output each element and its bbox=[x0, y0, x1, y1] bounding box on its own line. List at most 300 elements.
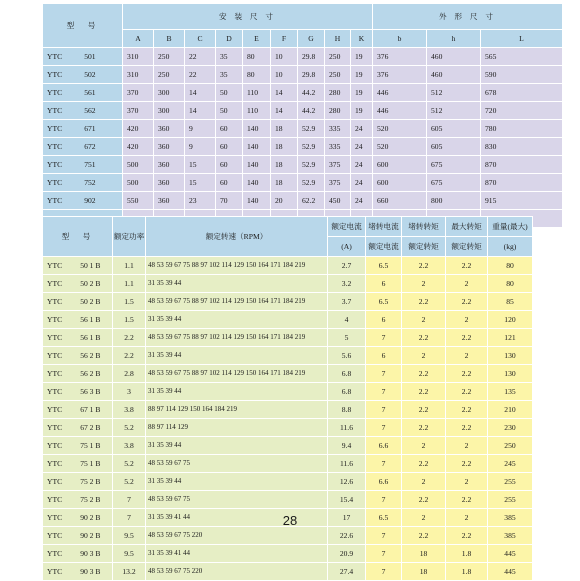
dimension-cell: 24 bbox=[351, 120, 373, 138]
rated-speed-cell: 48 53 59 67 75 88 97 102 114 129 150 164 171 184 219 bbox=[146, 365, 328, 383]
table-row bbox=[43, 102, 563, 120]
rated-current-cell: 9.4 bbox=[328, 437, 366, 455]
dimension-cell: 565 bbox=[481, 48, 563, 66]
model-cell bbox=[43, 365, 113, 383]
dimension-cell: 52.9 bbox=[298, 120, 325, 138]
dimension-cell: 10 bbox=[271, 48, 298, 66]
dimension-cell: 23 bbox=[185, 192, 216, 210]
rated-power-cell: 3 bbox=[113, 383, 146, 401]
weight-cell: 245 bbox=[488, 455, 533, 473]
dimension-cell: 520 bbox=[373, 138, 427, 156]
stall-torque-header: 堵转转矩 bbox=[402, 217, 446, 237]
stall-torque-subheader: 额定转矩 bbox=[402, 237, 446, 257]
dimension-cell: 605 bbox=[427, 138, 481, 156]
model-size: 90 3 B bbox=[80, 548, 101, 558]
page-number: 28 bbox=[282, 513, 298, 528]
stall-torque-ratio-cell: 2.2 bbox=[402, 329, 446, 347]
weight-cell: 80 bbox=[488, 257, 533, 275]
model-size: 502 bbox=[84, 69, 96, 79]
model-size: 56 2 B bbox=[80, 368, 101, 378]
model-size: 50 2 B bbox=[80, 296, 101, 306]
weight-cell: 85 bbox=[488, 293, 533, 311]
rated-current-cell: 4 bbox=[328, 311, 366, 329]
dimension-cell: 512 bbox=[427, 84, 481, 102]
model-size: 501 bbox=[84, 51, 96, 61]
table-row bbox=[43, 257, 533, 275]
table-row bbox=[43, 275, 533, 293]
rated-power-cell: 1.1 bbox=[113, 257, 146, 275]
table-row bbox=[43, 192, 563, 210]
dimension-cell: 19 bbox=[351, 66, 373, 84]
install-col-header: E bbox=[243, 30, 271, 48]
max-torque-ratio-cell: 2.2 bbox=[446, 401, 488, 419]
model-cell bbox=[43, 192, 123, 210]
dimension-cell: 830 bbox=[481, 138, 563, 156]
stall-torque-ratio-cell: 2 bbox=[402, 437, 446, 455]
model-prefix: YTC bbox=[47, 422, 63, 432]
table-row bbox=[43, 311, 533, 329]
dimension-cell: 420 bbox=[123, 120, 154, 138]
dimension-cell: 280 bbox=[325, 84, 351, 102]
weight-cell: 230 bbox=[488, 419, 533, 437]
dimension-cell: 250 bbox=[154, 66, 185, 84]
weight-cell: 80 bbox=[488, 275, 533, 293]
dimension-cell: 22 bbox=[185, 48, 216, 66]
rated-power-cell: 5.2 bbox=[113, 455, 146, 473]
stall-current-subheader: 额定电流 bbox=[366, 237, 402, 257]
table-row bbox=[43, 491, 533, 509]
dimension-cell: 140 bbox=[243, 138, 271, 156]
rated-speed-cell: 31 35 39 44 bbox=[146, 437, 328, 455]
model-cell bbox=[43, 311, 113, 329]
model-prefix: YTC bbox=[47, 87, 63, 97]
install-col-header: A bbox=[123, 30, 154, 48]
rated-current-cell: 3.7 bbox=[328, 293, 366, 311]
max-torque-ratio-cell: 2.2 bbox=[446, 491, 488, 509]
dimension-cell: 14 bbox=[271, 102, 298, 120]
table-row bbox=[43, 120, 563, 138]
dimension-cell: 44.2 bbox=[298, 102, 325, 120]
weight-unit: (kg) bbox=[488, 237, 533, 257]
dimension-cell: 18 bbox=[271, 120, 298, 138]
model-prefix: YTC bbox=[47, 512, 63, 522]
dimension-cell: 29.8 bbox=[298, 66, 325, 84]
install-col-header: H bbox=[325, 30, 351, 48]
model-size: 50 1 B bbox=[80, 260, 101, 270]
dimension-cell: 310 bbox=[123, 48, 154, 66]
table-row bbox=[43, 455, 533, 473]
rated-current-unit: (A) bbox=[328, 237, 366, 257]
stall-current-ratio-cell: 6.6 bbox=[366, 437, 402, 455]
dimension-cell: 300 bbox=[154, 84, 185, 102]
outline-col-header: b bbox=[373, 30, 427, 48]
rated-current-cell: 8.8 bbox=[328, 401, 366, 419]
table-row bbox=[43, 84, 563, 102]
rated-power-cell: 5.2 bbox=[113, 473, 146, 491]
rated-power-cell: 3.8 bbox=[113, 401, 146, 419]
dimension-cell: 370 bbox=[123, 102, 154, 120]
dimension-cell: 140 bbox=[243, 156, 271, 174]
rated-speed-cell: 31 35 39 44 bbox=[146, 383, 328, 401]
stall-torque-ratio-cell: 2.2 bbox=[402, 455, 446, 473]
model-size: 56 3 B bbox=[80, 386, 101, 396]
rated-speed-cell: 31 35 39 41 44 bbox=[146, 509, 328, 527]
rated-speed-cell: 31 35 39 44 bbox=[146, 473, 328, 491]
model-cell bbox=[43, 545, 113, 563]
rated-current-cell: 12.6 bbox=[328, 473, 366, 491]
model-size: 56 1 B bbox=[80, 332, 101, 342]
install-col-header: D bbox=[216, 30, 243, 48]
model-prefix: YTC bbox=[47, 195, 63, 205]
stall-current-ratio-cell: 6 bbox=[366, 275, 402, 293]
table-row bbox=[43, 48, 563, 66]
dimension-cell: 9 bbox=[185, 120, 216, 138]
outline-dims-header: 外 形 尺 寸 bbox=[373, 4, 563, 30]
dimension-cell: 360 bbox=[154, 120, 185, 138]
dimension-cell: 24 bbox=[351, 174, 373, 192]
dimension-cell: 335 bbox=[325, 138, 351, 156]
rated-current-cell: 11.6 bbox=[328, 455, 366, 473]
rated-speed-cell: 31 35 39 44 bbox=[146, 347, 328, 365]
rated-current-cell: 5 bbox=[328, 329, 366, 347]
dimension-cell: 19 bbox=[351, 48, 373, 66]
dimension-cell: 360 bbox=[154, 174, 185, 192]
table-row bbox=[43, 329, 533, 347]
stall-current-ratio-cell: 6 bbox=[366, 347, 402, 365]
dimension-cell: 60 bbox=[216, 138, 243, 156]
dimension-cell: 15 bbox=[185, 174, 216, 192]
stall-torque-ratio-cell: 2.2 bbox=[402, 383, 446, 401]
stall-torque-ratio-cell: 2.2 bbox=[402, 401, 446, 419]
dimension-cell: 52.9 bbox=[298, 138, 325, 156]
table-row bbox=[43, 401, 533, 419]
max-torque-subheader: 额定转矩 bbox=[446, 237, 488, 257]
rated-speed-cell: 48 53 59 67 75 88 97 102 114 129 150 164 171 184 219 bbox=[146, 293, 328, 311]
model-prefix: YTC bbox=[47, 314, 63, 324]
max-torque-ratio-cell: 2.2 bbox=[446, 365, 488, 383]
rated-power-cell: 1.5 bbox=[113, 311, 146, 329]
installation-dimensions-table bbox=[42, 3, 563, 228]
max-torque-ratio-cell: 2.2 bbox=[446, 455, 488, 473]
max-torque-ratio-cell: 2 bbox=[446, 275, 488, 293]
dimension-cell: 360 bbox=[154, 192, 185, 210]
stall-current-ratio-cell: 7 bbox=[366, 545, 402, 563]
rated-power-cell: 7 bbox=[113, 509, 146, 527]
dimension-cell: 110 bbox=[243, 102, 271, 120]
stall-current-ratio-cell: 7 bbox=[366, 527, 402, 545]
model-size: 67 1 B bbox=[80, 404, 101, 414]
rated-power-cell: 2.2 bbox=[113, 347, 146, 365]
dimension-cell: 450 bbox=[325, 192, 351, 210]
dimension-cell: 29.8 bbox=[298, 48, 325, 66]
dimension-cell: 24 bbox=[351, 138, 373, 156]
rated-power-cell: 1.5 bbox=[113, 293, 146, 311]
dimension-cell: 18 bbox=[271, 174, 298, 192]
table-row bbox=[43, 473, 533, 491]
stall-current-ratio-cell: 6.5 bbox=[366, 257, 402, 275]
dimension-cell: 60 bbox=[216, 120, 243, 138]
model-prefix: YTC bbox=[47, 476, 63, 486]
dimension-cell: 110 bbox=[243, 84, 271, 102]
model-prefix: YTC bbox=[47, 296, 63, 306]
model-size: 75 1 B bbox=[80, 440, 101, 450]
rated-speed-cell: 31 35 39 41 44 bbox=[146, 545, 328, 563]
dimension-cell: 10 bbox=[271, 66, 298, 84]
table-row bbox=[43, 527, 533, 545]
dimension-cell: 250 bbox=[325, 66, 351, 84]
table-row bbox=[43, 437, 533, 455]
outline-col-header: L bbox=[481, 30, 563, 48]
rated-speed-cell: 48 53 59 67 75 220 bbox=[146, 527, 328, 545]
dimension-cell: 14 bbox=[185, 84, 216, 102]
rated-current-cell: 3.2 bbox=[328, 275, 366, 293]
dimension-cell: 360 bbox=[154, 138, 185, 156]
rated-current-cell: 6.8 bbox=[328, 383, 366, 401]
table-row bbox=[43, 174, 563, 192]
dimension-cell: 52.9 bbox=[298, 174, 325, 192]
stall-current-ratio-cell: 7 bbox=[366, 419, 402, 437]
max-torque-ratio-cell: 2 bbox=[446, 311, 488, 329]
model-size: 671 bbox=[84, 123, 96, 133]
rated-current-cell: 6.8 bbox=[328, 365, 366, 383]
dimension-cell: 675 bbox=[427, 174, 481, 192]
dimension-cell: 550 bbox=[123, 192, 154, 210]
model-cell bbox=[43, 563, 113, 581]
dimension-cell: 335 bbox=[325, 120, 351, 138]
dimension-cell: 18 bbox=[271, 156, 298, 174]
stall-torque-ratio-cell: 18 bbox=[402, 545, 446, 563]
max-torque-ratio-cell: 1.8 bbox=[446, 545, 488, 563]
model-cell bbox=[43, 527, 113, 545]
dimension-cell: 140 bbox=[243, 120, 271, 138]
model-cell bbox=[43, 473, 113, 491]
rated-speed-cell: 88 97 114 129 bbox=[146, 419, 328, 437]
model-prefix: YTC bbox=[47, 105, 63, 115]
dimension-cell: 376 bbox=[373, 66, 427, 84]
rated-current-cell: 2.7 bbox=[328, 257, 366, 275]
stall-current-ratio-cell: 7 bbox=[366, 401, 402, 419]
dimension-cell: 44.2 bbox=[298, 84, 325, 102]
model-size: 56 1 B bbox=[80, 314, 101, 324]
dimension-cell: 52.9 bbox=[298, 156, 325, 174]
model-cell bbox=[43, 156, 123, 174]
model-size: 56 2 B bbox=[80, 350, 101, 360]
dimension-cell: 780 bbox=[481, 120, 563, 138]
dimension-cell: 140 bbox=[243, 174, 271, 192]
weight-cell: 385 bbox=[488, 509, 533, 527]
dimension-cell: 720 bbox=[481, 102, 563, 120]
dimension-cell: 22 bbox=[185, 66, 216, 84]
weight-cell: 255 bbox=[488, 473, 533, 491]
max-torque-ratio-cell: 2.2 bbox=[446, 527, 488, 545]
max-torque-ratio-cell: 2.2 bbox=[446, 329, 488, 347]
rated-current-cell: 15.4 bbox=[328, 491, 366, 509]
stall-current-ratio-cell: 7 bbox=[366, 329, 402, 347]
dimension-cell: 14 bbox=[271, 84, 298, 102]
dimension-cell: 360 bbox=[154, 156, 185, 174]
rated-power-header: 额定功率 bbox=[113, 217, 146, 257]
rated-speed-cell: 48 53 59 67 75 bbox=[146, 491, 328, 509]
dimension-cell: 660 bbox=[373, 192, 427, 210]
model-prefix: YTC bbox=[47, 51, 63, 61]
dimension-cell: 915 bbox=[481, 192, 563, 210]
max-torque-ratio-cell: 1.8 bbox=[446, 563, 488, 581]
model-cell bbox=[43, 437, 113, 455]
weight-header: 重量(最大) bbox=[488, 217, 533, 237]
rated-current-cell: 22.6 bbox=[328, 527, 366, 545]
dimension-cell: 18 bbox=[271, 138, 298, 156]
stall-torque-ratio-cell: 2.2 bbox=[402, 257, 446, 275]
dimension-cell: 9 bbox=[185, 138, 216, 156]
dimension-cell: 80 bbox=[243, 66, 271, 84]
dimension-cell: 870 bbox=[481, 156, 563, 174]
rated-current-cell: 11.6 bbox=[328, 419, 366, 437]
dimension-cell: 62.2 bbox=[298, 192, 325, 210]
dimension-cell: 14 bbox=[185, 102, 216, 120]
dimension-cell: 376 bbox=[373, 48, 427, 66]
stall-torque-ratio-cell: 2.2 bbox=[402, 293, 446, 311]
dimension-cell: 605 bbox=[427, 120, 481, 138]
model-header: 型 号 bbox=[43, 4, 123, 48]
rated-current-cell: 17 bbox=[328, 509, 366, 527]
rated-power-cell: 5.2 bbox=[113, 419, 146, 437]
rated-power-cell: 2.8 bbox=[113, 365, 146, 383]
model-prefix: YTC bbox=[47, 458, 63, 468]
rated-speed-cell: 88 97 114 129 150 164 184 219 bbox=[146, 401, 328, 419]
model-cell bbox=[43, 66, 123, 84]
model-size: 50 2 B bbox=[80, 278, 101, 288]
max-torque-ratio-cell: 2.2 bbox=[446, 257, 488, 275]
model-prefix: YTC bbox=[47, 260, 63, 270]
rated-speed-header: 额定转速（RPM） bbox=[146, 217, 328, 257]
install-col-header: F bbox=[271, 30, 298, 48]
table-row bbox=[43, 156, 563, 174]
dimension-cell: 375 bbox=[325, 156, 351, 174]
dimension-cell: 300 bbox=[154, 102, 185, 120]
model-prefix: YTC bbox=[47, 566, 63, 576]
stall-current-ratio-cell: 7 bbox=[366, 383, 402, 401]
stall-current-header: 堵转电流 bbox=[366, 217, 402, 237]
max-torque-ratio-cell: 2 bbox=[446, 437, 488, 455]
dimension-cell: 35 bbox=[216, 48, 243, 66]
model-size: 902 bbox=[84, 195, 96, 205]
stall-current-ratio-cell: 6 bbox=[366, 311, 402, 329]
model-prefix: YTC bbox=[47, 177, 63, 187]
stall-torque-ratio-cell: 18 bbox=[402, 563, 446, 581]
model-size: 75 2 B bbox=[80, 494, 101, 504]
dimension-cell: 600 bbox=[373, 156, 427, 174]
table-row bbox=[43, 138, 563, 156]
install-col-header: K bbox=[351, 30, 373, 48]
model-prefix: YTC bbox=[47, 530, 63, 540]
model-prefix: YTC bbox=[47, 159, 63, 169]
model-size: 90 3 B bbox=[80, 566, 101, 576]
dimension-cell: 446 bbox=[373, 102, 427, 120]
outline-col-header: h bbox=[427, 30, 481, 48]
rated-power-cell: 9.5 bbox=[113, 545, 146, 563]
stall-current-ratio-cell: 7 bbox=[366, 455, 402, 473]
dimension-cell: 60 bbox=[216, 174, 243, 192]
rated-speed-cell: 48 53 59 67 75 bbox=[146, 455, 328, 473]
table-row bbox=[43, 545, 533, 563]
weight-cell: 135 bbox=[488, 383, 533, 401]
model-cell bbox=[43, 419, 113, 437]
model-cell bbox=[43, 401, 113, 419]
model-cell bbox=[43, 455, 113, 473]
dimension-cell: 460 bbox=[427, 48, 481, 66]
max-torque-ratio-cell: 2.2 bbox=[446, 293, 488, 311]
model-cell bbox=[43, 293, 113, 311]
rated-current-header: 额定电流 bbox=[328, 217, 366, 237]
max-torque-ratio-cell: 2.2 bbox=[446, 419, 488, 437]
table-row bbox=[43, 347, 533, 365]
model-size: 75 2 B bbox=[80, 476, 101, 486]
install-col-header: B bbox=[154, 30, 185, 48]
dimension-cell: 520 bbox=[373, 120, 427, 138]
weight-cell: 250 bbox=[488, 437, 533, 455]
dimension-cell: 678 bbox=[481, 84, 563, 102]
rated-current-cell: 20.9 bbox=[328, 545, 366, 563]
dimension-cell: 600 bbox=[373, 174, 427, 192]
spec-model-header: 型 号 bbox=[43, 217, 113, 257]
stall-current-ratio-cell: 6.5 bbox=[366, 509, 402, 527]
model-prefix: YTC bbox=[47, 350, 63, 360]
table-row bbox=[43, 365, 533, 383]
model-cell bbox=[43, 138, 123, 156]
weight-cell: 210 bbox=[488, 401, 533, 419]
max-torque-ratio-cell: 2 bbox=[446, 509, 488, 527]
dimension-cell: 250 bbox=[325, 48, 351, 66]
rated-power-cell: 7 bbox=[113, 491, 146, 509]
stall-current-ratio-cell: 7 bbox=[366, 491, 402, 509]
dimension-cell: 80 bbox=[243, 48, 271, 66]
model-prefix: YTC bbox=[47, 69, 63, 79]
weight-cell: 385 bbox=[488, 527, 533, 545]
dimension-cell: 800 bbox=[427, 192, 481, 210]
dimension-cell: 24 bbox=[351, 192, 373, 210]
dimension-cell: 500 bbox=[123, 156, 154, 174]
model-cell bbox=[43, 48, 123, 66]
table-row bbox=[43, 293, 533, 311]
rated-speed-cell: 31 35 39 44 bbox=[146, 311, 328, 329]
stall-current-ratio-cell: 7 bbox=[366, 563, 402, 581]
model-cell bbox=[43, 174, 123, 192]
dimension-cell: 35 bbox=[216, 66, 243, 84]
install-col-header: G bbox=[298, 30, 325, 48]
dimension-cell: 500 bbox=[123, 174, 154, 192]
weight-cell: 130 bbox=[488, 347, 533, 365]
table-row bbox=[43, 563, 533, 581]
model-size: 90 2 B bbox=[80, 512, 101, 522]
model-size: 562 bbox=[84, 105, 96, 115]
model-size: 672 bbox=[84, 141, 96, 151]
dimension-cell: 19 bbox=[351, 84, 373, 102]
rated-speed-cell: 31 35 39 44 bbox=[146, 275, 328, 293]
stall-torque-ratio-cell: 2.2 bbox=[402, 491, 446, 509]
rated-power-cell: 3.8 bbox=[113, 437, 146, 455]
model-prefix: YTC bbox=[47, 548, 63, 558]
model-cell bbox=[43, 347, 113, 365]
dimension-cell: 446 bbox=[373, 84, 427, 102]
dimension-cell: 24 bbox=[351, 156, 373, 174]
dimension-cell: 370 bbox=[123, 84, 154, 102]
model-size: 561 bbox=[84, 87, 96, 97]
model-prefix: YTC bbox=[47, 494, 63, 504]
model-size: 67 2 B bbox=[80, 422, 101, 432]
table-row bbox=[43, 419, 533, 437]
stall-torque-ratio-cell: 2 bbox=[402, 473, 446, 491]
dimension-cell: 60 bbox=[216, 156, 243, 174]
